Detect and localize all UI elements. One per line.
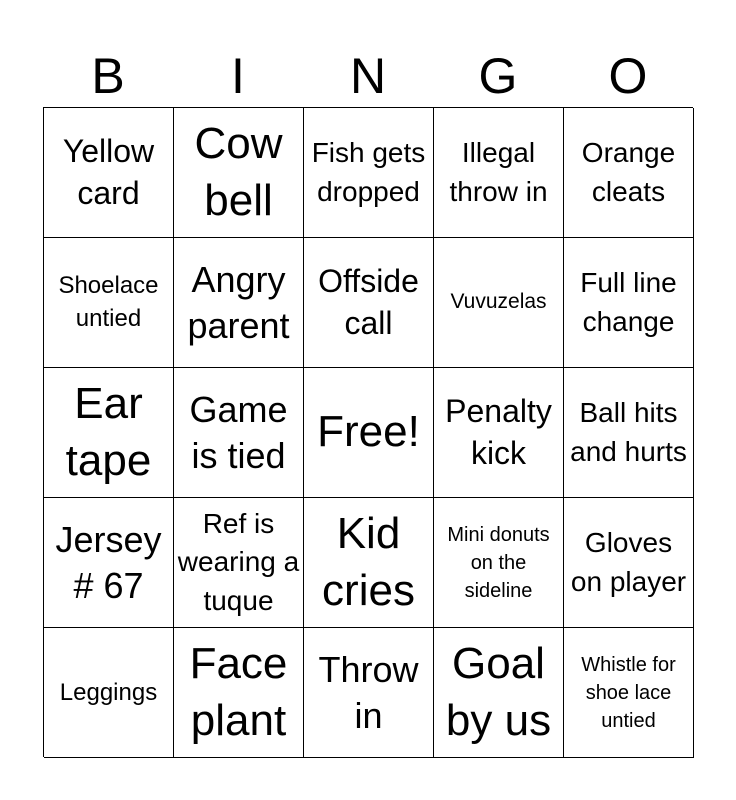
bingo-cell[interactable]	[434, 108, 564, 238]
cell-label: Offside call	[318, 262, 419, 341]
bingo-cell[interactable]	[44, 498, 174, 628]
bingo-cell[interactable]	[304, 628, 434, 758]
cell-label: Fish gets dropped	[311, 137, 426, 207]
cell-label: Shoelace untied	[58, 272, 159, 332]
bingo-cell[interactable]	[174, 368, 304, 498]
cell-label: Ear tape	[65, 379, 152, 485]
cell-label: Penalty kick	[445, 392, 552, 471]
free-space-label: Free!	[317, 407, 420, 457]
bingo-cell[interactable]	[174, 498, 304, 628]
cell-label: Yellow card	[62, 132, 155, 211]
header-letter-g: G	[478, 48, 518, 104]
bingo-cell[interactable]	[564, 628, 694, 758]
bingo-cell[interactable]	[304, 498, 434, 628]
cell-label: Kid cries	[322, 509, 415, 615]
cell-label: Gloves on player	[570, 527, 687, 597]
bingo-cell[interactable]	[44, 108, 174, 238]
bingo-cell[interactable]	[434, 368, 564, 498]
cell-label: Mini donuts on the sideline	[447, 523, 550, 602]
bingo-cell[interactable]	[174, 108, 304, 238]
cell-label: Illegal throw in	[449, 137, 548, 207]
bingo-cell[interactable]	[44, 368, 174, 498]
header-letter-n: N	[349, 48, 387, 104]
header-letter-b: B	[91, 48, 125, 104]
header-letter-i: I	[231, 48, 245, 104]
bingo-cell[interactable]	[434, 498, 564, 628]
cell-label: Game is tied	[189, 388, 288, 476]
cell-label: Cow bell	[194, 119, 283, 225]
cell-label: Full line change	[580, 267, 677, 337]
cell-label: Leggings	[59, 678, 158, 706]
cell-label: Angry parent	[187, 258, 290, 346]
bingo-board	[43, 107, 693, 757]
bingo-cell[interactable]	[44, 628, 174, 758]
bingo-cell[interactable]	[434, 238, 564, 368]
cell-label: Whistle for shoe lace untied	[581, 653, 676, 732]
bingo-cell[interactable]	[564, 238, 694, 368]
cell-label: Throw in	[318, 648, 419, 736]
bingo-header	[43, 44, 693, 108]
cell-label: Ref is wearing a tuque	[177, 508, 300, 616]
bingo-cell[interactable]	[174, 628, 304, 758]
bingo-cell[interactable]	[564, 108, 694, 238]
bingo-cell[interactable]	[304, 108, 434, 238]
bingo-cell[interactable]	[174, 238, 304, 368]
bingo-cell[interactable]	[564, 368, 694, 498]
bingo-cell[interactable]	[564, 498, 694, 628]
bingo-cell[interactable]	[304, 238, 434, 368]
bingo-cell[interactable]	[44, 238, 174, 368]
cell-label: Jersey # 67	[55, 518, 162, 606]
cell-label: Orange cleats	[581, 137, 676, 207]
bingo-cell[interactable]	[434, 628, 564, 758]
cell-label: Vuvuzelas	[450, 290, 547, 314]
free-space-cell[interactable]	[304, 368, 434, 498]
cell-label: Goal by us	[445, 639, 552, 745]
cell-label: Face plant	[189, 639, 288, 745]
cell-label: Ball hits and hurts	[570, 397, 687, 467]
header-letter-o: O	[608, 48, 648, 104]
